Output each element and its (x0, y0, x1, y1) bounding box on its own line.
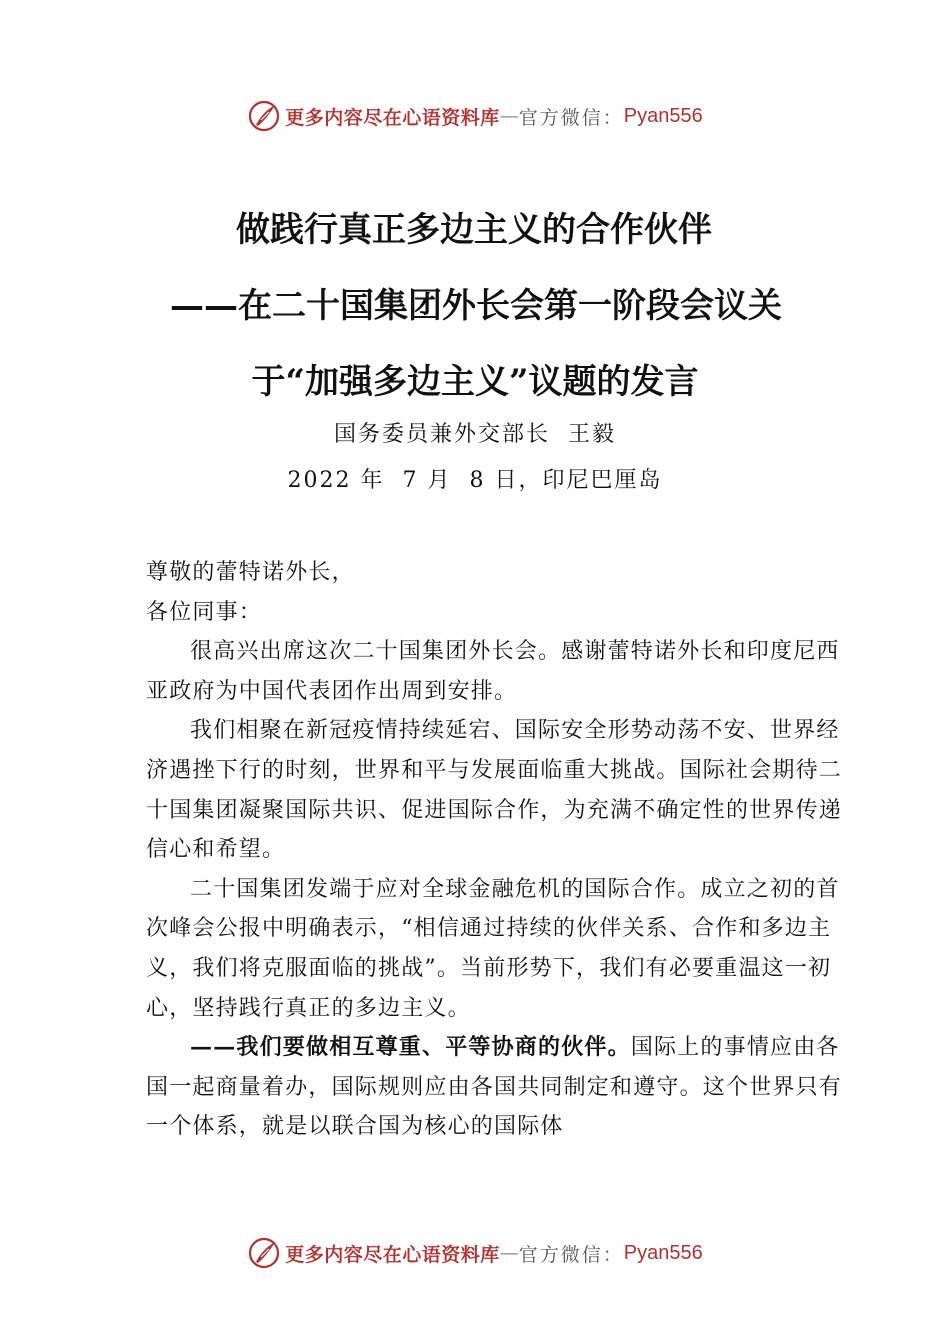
header-banner (0, 96, 950, 136)
paragraph-2: 我们相聚在新冠疫情持续延宕、国际安全形势动荡不安、世界经济遇挫下行的时刻，世界和平与发展面临重大挑战。国际社会期待二十国集团凝聚国际共识、促进国际合作，为充满不确定性的世界传递信心和希望。 (146, 718, 843, 863)
banner-wechat-label: 官方微信： (518, 106, 624, 129)
paragraph-4-lead: ——我们要做相互尊重、平等协商的伙伴。 (190, 1034, 631, 1061)
paragraph-1: 很高兴出席这次二十国集团外长会。感谢蕾特诺外长和印度尼西亚政府为中国代表团作出周到安排。 (146, 639, 840, 704)
document-title (0, 192, 950, 420)
title-line-3: 于“加强多边主义”议题的发言 (251, 362, 699, 402)
author-line: 国务委员兼外交部长 王毅 (334, 422, 616, 447)
banner-separator: — (499, 105, 519, 127)
title-line-2: ——在二十国集团外长会第一阶段会议关 (170, 286, 782, 326)
quill-logo-icon (247, 1236, 281, 1270)
greeting-line-2: 各位同事： (146, 599, 263, 625)
banner-wechat-label: 官方微信： (518, 1243, 624, 1266)
quill-logo-icon (247, 99, 281, 133)
banner-site-name: 更多内容尽在心语资料库 (285, 106, 500, 129)
banner-wechat-id: Pyan556 (623, 104, 703, 127)
banner-separator: — (499, 1242, 519, 1264)
greeting-line-1: 尊敬的蕾特诺外长， (146, 560, 355, 585)
date-location-line: 2022 年 7 月 8 日，印尼巴厘岛 (287, 468, 663, 493)
banner-wechat-id: Pyan556 (623, 1241, 703, 1264)
paragraph-4 (146, 1028, 846, 1147)
footer-banner (0, 1233, 950, 1273)
title-line-1: 做践行真正多边主义的合作伙伴 (236, 210, 712, 250)
banner-site-name: 更多内容尽在心语资料库 (285, 1243, 500, 1266)
paragraph-3: 二十国集团发端于应对全球金融危机的国际合作。成立之初的首次峰会公报中明确表示，“相信通过持续的伙伴关系、合作和多边主义，我们将克服面临的挑战”。当前形势下，我们有必要重温这一初心，坚持践行真正的多边主义。 (146, 876, 840, 1021)
paragraph-4-rest: 国际上的事情应由各国一起商量着办，国际规则应由各国共同制定和遵守。这个世界只有一个体系，就是以联合国为核心的国际体 (146, 1035, 843, 1140)
speech-body (146, 553, 846, 1147)
